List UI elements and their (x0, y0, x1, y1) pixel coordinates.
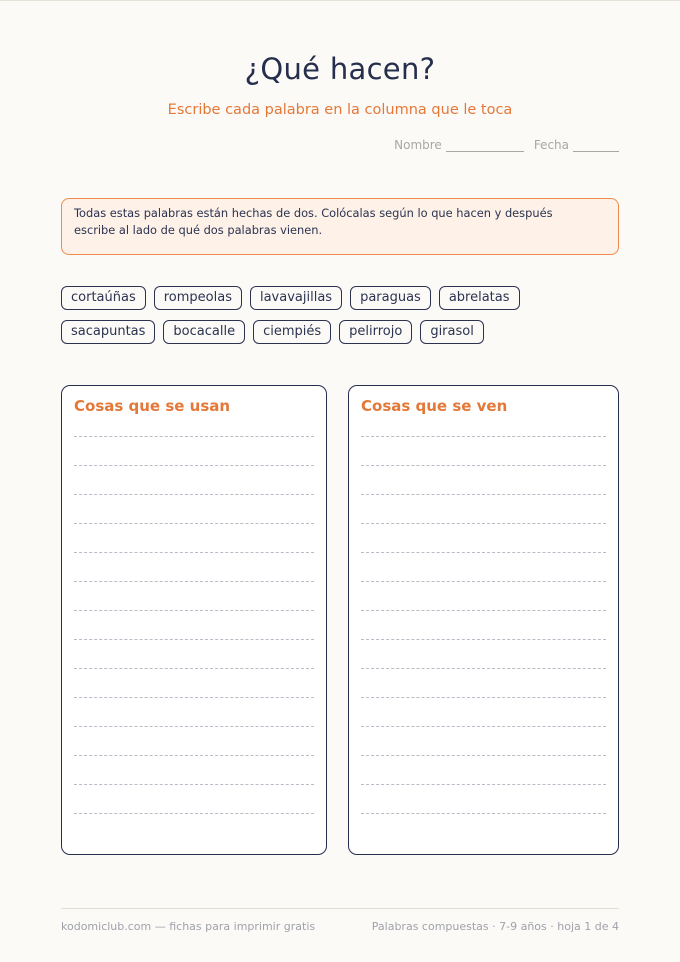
column-title-seen: Cosas que se ven (361, 397, 508, 415)
word-chip[interactable]: paraguas (350, 286, 431, 310)
word-chip[interactable]: pelirrojo (339, 320, 412, 344)
word-chip[interactable]: ciempiés (253, 320, 331, 344)
answer-line[interactable] (361, 436, 606, 465)
answer-line[interactable] (74, 697, 314, 726)
answer-line[interactable] (74, 494, 314, 523)
column-things-seen (348, 385, 619, 855)
answer-line[interactable] (361, 668, 606, 697)
answer-line[interactable] (74, 465, 314, 494)
answer-line[interactable] (74, 668, 314, 697)
writing-lines (74, 436, 314, 842)
answer-line[interactable] (361, 726, 606, 755)
answer-line[interactable] (74, 639, 314, 668)
word-bank-row-2 (61, 320, 621, 344)
footer-site: kodomiclub.com — fichas para imprimir gratis (61, 920, 316, 933)
answer-line[interactable] (361, 523, 606, 552)
word-bank-row-1 (61, 286, 621, 310)
page-title: ¿Qué hacen? (244, 52, 436, 86)
answer-line[interactable] (361, 610, 606, 639)
answer-line[interactable] (74, 436, 314, 465)
answer-line[interactable] (361, 465, 606, 494)
footer-rule (61, 908, 619, 909)
name-date-fields (394, 138, 619, 152)
writing-lines (361, 436, 606, 842)
top-rule (0, 0, 680, 1)
footer-sheet-info: Palabras compuestas · 7-9 años · hoja 1 de 4 (371, 920, 619, 933)
date-blank[interactable] (573, 139, 619, 152)
answer-line[interactable] (361, 813, 606, 842)
answer-line[interactable] (74, 784, 314, 813)
word-chip[interactable]: bocacalle (163, 320, 245, 344)
date-label: Fecha (533, 138, 569, 152)
page-subtitle: Escribe cada palabra en la columna que le toca (167, 102, 513, 118)
answer-line[interactable] (74, 755, 314, 784)
name-blank[interactable] (446, 139, 524, 152)
answer-line[interactable] (361, 581, 606, 610)
column-things-used (61, 385, 327, 855)
word-bank (61, 286, 621, 354)
word-chip[interactable]: cortaúñas (61, 286, 146, 310)
answer-line[interactable] (361, 697, 606, 726)
name-label: Nombre (394, 138, 442, 152)
instructions-line-2: escribe al lado de qué dos palabras vienen. (74, 223, 323, 237)
answer-line[interactable] (74, 581, 314, 610)
answer-line[interactable] (361, 494, 606, 523)
answer-line[interactable] (74, 523, 314, 552)
instructions-line-1: Todas estas palabras están hechas de dos. Colócalas según lo que hacen y después (74, 206, 553, 220)
answer-line[interactable] (74, 726, 314, 755)
answer-line[interactable] (74, 610, 314, 639)
column-title-used: Cosas que se usan (74, 397, 231, 415)
instructions-box (61, 198, 619, 255)
answer-line[interactable] (361, 639, 606, 668)
answer-line[interactable] (361, 784, 606, 813)
word-chip[interactable]: girasol (420, 320, 484, 344)
word-chip[interactable]: lavavajillas (250, 286, 342, 310)
answer-line[interactable] (361, 755, 606, 784)
word-chip[interactable]: sacapuntas (61, 320, 155, 344)
word-chip[interactable]: abrelatas (439, 286, 520, 310)
word-chip[interactable]: rompeolas (154, 286, 242, 310)
answer-line[interactable] (74, 813, 314, 842)
answer-line[interactable] (74, 552, 314, 581)
answer-line[interactable] (361, 552, 606, 581)
